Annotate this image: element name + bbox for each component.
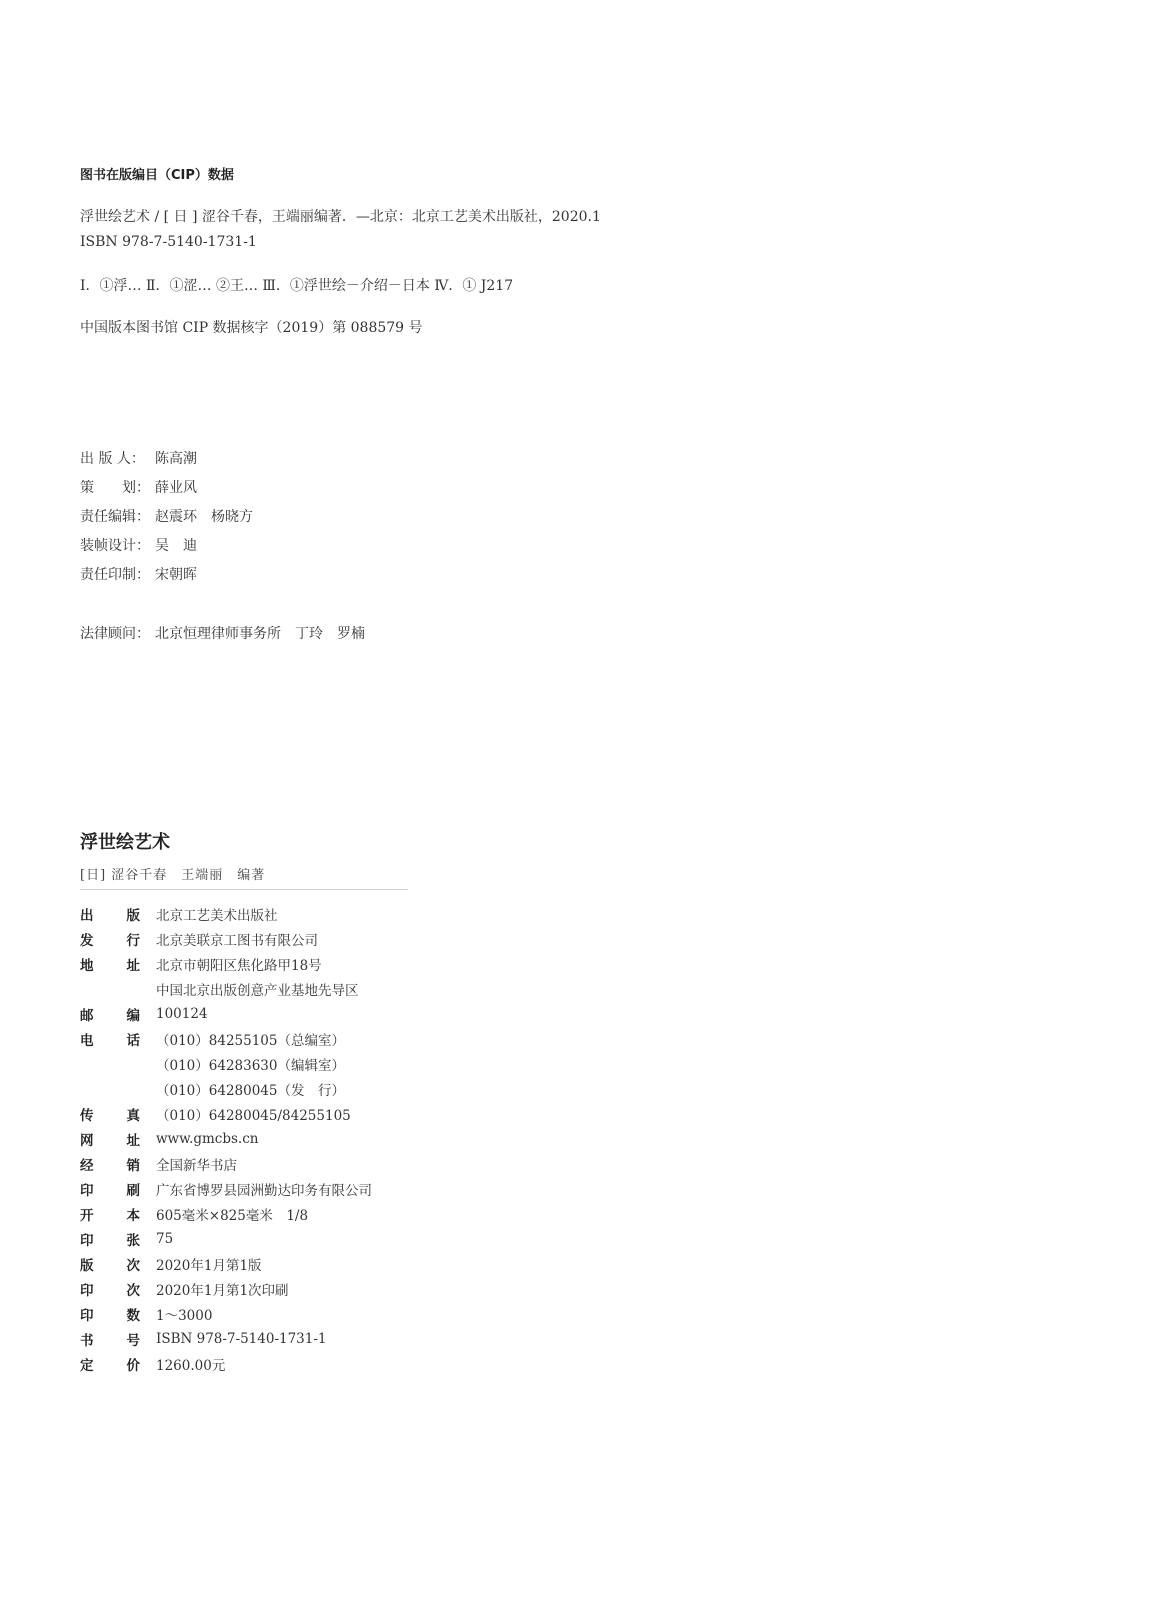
row-label-char: 行 [126,932,140,949]
colophon-row [80,1101,420,1126]
staff-value: 宋朝晖 [155,567,197,583]
row-value: www.gmcbs.cn [156,1130,259,1147]
book-title: 浮世绘艺术 [80,832,170,853]
row-label-char: 价 [126,1357,140,1374]
row-label-char: 出 [80,907,94,924]
row-label-char: 印 [80,1182,94,1199]
staff-publisher [80,448,197,468]
divider [80,889,408,890]
row-label-char: 销 [126,1157,140,1174]
staff-label: 责任印制： [80,567,150,583]
row-label-char: 次 [126,1282,140,1299]
staff-value: 薛业风 [155,480,197,496]
row-value: 1～3000 [156,1307,213,1324]
colophon-row [80,1301,420,1326]
row-label-char: 张 [126,1232,140,1249]
staff-label: 装帧设计： [80,538,150,554]
colophon-row [80,1026,420,1051]
colophon-row [80,1351,420,1376]
row-label-char: 发 [80,932,94,949]
cip-record-line: 中国版本图书馆 CIP 数据核字（2019）第 088579 号 [80,320,423,336]
row-label-char: 刷 [126,1182,140,1199]
row-value: 中国北京出版创意产业基地先导区 [156,982,359,999]
row-value: 广东省博罗县园洲勤达印务有限公司 [156,1182,372,1199]
row-value: 100124 [156,1005,208,1022]
row-value: （010）64280045（发 行） [156,1082,345,1099]
colophon-row [80,926,420,951]
row-value: （010）84255105（总编室） [156,1032,345,1049]
row-label-char: 次 [126,1257,140,1274]
row-value: 2020年1月第1版 [156,1257,262,1274]
row-label-char: 址 [126,1132,140,1149]
colophon-row [80,1251,420,1276]
row-value: 北京美联京工图书有限公司 [156,932,318,949]
colophon-row [80,1051,420,1076]
row-value: 北京市朝阳区焦化路甲18号 [156,957,322,974]
row-value: 75 [156,1230,174,1247]
colophon-row [80,1201,420,1226]
row-label-char: 本 [126,1207,140,1224]
cip-classification-line: Ⅰ．①浮… Ⅱ．①涩… ②王… Ⅲ．①浮世绘－介绍－日本 Ⅳ．① J217 [80,278,514,294]
colophon-row [80,1226,420,1251]
cip-isbn-line: ISBN 978-7-5140-1731-1 [80,234,257,250]
row-label-char: 号 [126,1332,140,1349]
row-label-char: 址 [126,957,140,974]
colophon-row [80,1276,420,1301]
row-value: （010）64280045/84255105 [156,1107,351,1124]
row-label-char: 经 [80,1157,94,1174]
legal-label: 法律顾问： [80,626,150,642]
row-label-char: 地 [80,957,94,974]
legal-value: 北京恒理律师事务所 丁玲 罗楠 [155,626,365,642]
row-value: 北京工艺美术出版社 [156,907,278,924]
book-authors: [日] 涩谷千春 王端丽 编著 [80,868,266,883]
row-value: （010）64283630（编辑室） [156,1057,345,1074]
row-label-char: 印 [80,1282,94,1299]
cip-heading: 图书在版编目（CIP）数据 [80,168,234,183]
row-label-char: 定 [80,1357,94,1374]
staff-editor [80,506,253,526]
staff-value: 陈高潮 [155,451,197,467]
row-label-char: 印 [80,1307,94,1324]
row-value: 全国新华书店 [156,1157,237,1174]
colophon-row [80,1001,420,1026]
row-value: ISBN 978-7-5140-1731-1 [156,1330,327,1347]
row-value: 1260.00元 [156,1357,226,1374]
staff-designer [80,535,197,555]
colophon-row [80,1151,420,1176]
colophon-row [80,976,420,1001]
row-value: 2020年1月第1次印刷 [156,1282,289,1299]
row-label-char: 电 [80,1032,94,1049]
colophon-row [80,951,420,976]
row-label-char: 邮 [80,1007,94,1024]
staff-value: 吴 迪 [155,538,197,554]
row-label-char: 印 [80,1232,94,1249]
row-label-char: 版 [126,907,140,924]
colophon-row [80,901,420,926]
staff-label: 责任编辑： [80,509,150,525]
colophon-row [80,1176,420,1201]
colophon-row [80,1126,420,1151]
colophon-row [80,1326,420,1351]
staff-value: 赵震环 杨晓方 [155,509,253,525]
row-label-char: 传 [80,1107,94,1124]
row-label-char: 真 [126,1107,140,1124]
colophon-row [80,1076,420,1101]
colophon-table [80,901,420,1376]
staff-label: 出 版 人： [80,451,145,467]
row-label-char: 版 [80,1257,94,1274]
staff-label: 策 划： [80,480,150,496]
row-label-char: 数 [126,1307,140,1324]
cip-title-line: 浮世绘艺术 / [ 日 ] 涩谷千春，王端丽编著．—北京：北京工艺美术出版社，2020.1 [80,209,601,225]
row-label-char: 开 [80,1207,94,1224]
legal-counsel [80,623,365,643]
staff-planner [80,477,197,497]
row-value: 605毫米×825毫米 1/8 [156,1207,309,1224]
row-label-char: 书 [80,1332,94,1349]
row-label-char: 网 [80,1132,94,1149]
staff-printing [80,564,197,584]
row-label-char: 编 [126,1007,140,1024]
row-label-char: 话 [126,1032,140,1049]
